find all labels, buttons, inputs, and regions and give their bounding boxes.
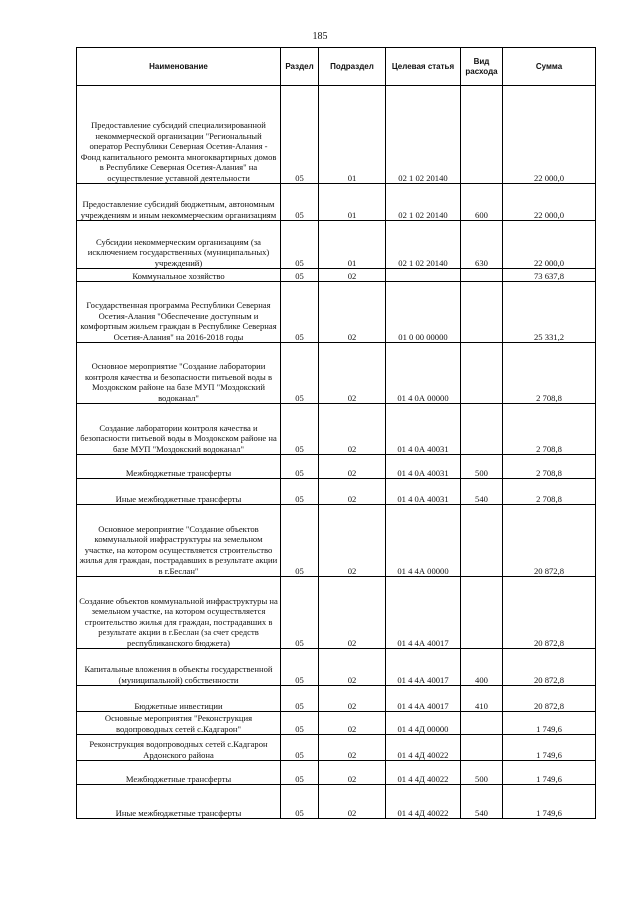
row-subsection: 02	[319, 785, 386, 819]
row-target: 01 0 00 00000	[386, 282, 461, 343]
row-subsection: 02	[319, 649, 386, 686]
row-amount: 20 872,8	[503, 649, 596, 686]
row-section: 05	[281, 649, 319, 686]
table-row	[77, 343, 596, 404]
row-amount: 22 000,0	[503, 184, 596, 221]
row-expense-type	[461, 269, 503, 282]
header-target: Целевая статья	[386, 48, 461, 86]
row-amount: 2 708,8	[503, 479, 596, 505]
table-row	[77, 735, 596, 761]
row-name: Капитальные вложения в объекты государственной (муниципальной) собственности	[77, 649, 281, 686]
row-amount: 1 749,6	[503, 735, 596, 761]
table-row	[77, 505, 596, 577]
table-body	[77, 86, 596, 819]
row-amount: 73 637,8	[503, 269, 596, 282]
row-subsection: 01	[319, 184, 386, 221]
row-expense-type	[461, 282, 503, 343]
row-name: Предоставление субсидий бюджетным, автономным учреждениям и иным некоммерческим организациям	[77, 184, 281, 221]
row-section: 05	[281, 343, 319, 404]
header-row	[77, 48, 596, 86]
table-row	[77, 404, 596, 455]
row-target: 02 1 02 20140	[386, 86, 461, 184]
row-section: 05	[281, 269, 319, 282]
table-row	[77, 455, 596, 479]
row-section: 05	[281, 455, 319, 479]
row-name: Субсидии некоммерческим организациям (за исключением государственных (муниципальных) учреждений)	[77, 221, 281, 269]
row-target: 01 4 4Д 00000	[386, 712, 461, 735]
row-amount: 2 708,8	[503, 343, 596, 404]
page-number: 185	[312, 31, 328, 42]
row-section: 05	[281, 577, 319, 649]
row-expense-type	[461, 86, 503, 184]
row-expense-type: 600	[461, 184, 503, 221]
row-target: 01 4 4А 40017	[386, 686, 461, 712]
row-subsection: 02	[319, 505, 386, 577]
table-row	[77, 712, 596, 735]
table-row	[77, 577, 596, 649]
row-subsection: 02	[319, 404, 386, 455]
row-subsection: 02	[319, 343, 386, 404]
row-section: 05	[281, 404, 319, 455]
row-section: 05	[281, 221, 319, 269]
row-section: 05	[281, 184, 319, 221]
row-amount: 1 749,6	[503, 712, 596, 735]
row-target: 01 4 4Д 40022	[386, 785, 461, 819]
table-row	[77, 86, 596, 184]
row-subsection: 02	[319, 686, 386, 712]
table-row	[77, 686, 596, 712]
row-name: Создание лаборатории контроля качества и безопасности питьевой воды в Моздокском районе на базе МУП "Моздокский водоканал"	[77, 404, 281, 455]
row-expense-type: 400	[461, 649, 503, 686]
row-expense-type: 630	[461, 221, 503, 269]
row-amount: 1 749,6	[503, 761, 596, 785]
row-amount: 22 000,0	[503, 86, 596, 184]
row-target	[386, 269, 461, 282]
row-name: Предоставление субсидий специализированной некоммерческой организации "Региональный оператор Республики Северная Осетия-Алания - Фонд капитального ремонта многоквартирных домов в Республике Северная Осетия-Алания" на осуществление уставной деятельности	[77, 86, 281, 184]
row-name: Межбюджетные трансферты	[77, 455, 281, 479]
row-amount: 22 000,0	[503, 221, 596, 269]
row-target: 01 4 4А 40017	[386, 577, 461, 649]
row-name: Государственная программа Республики Северная Осетия-Алания "Обеспечение доступным и комфортным жильем граждан в Республике Северная Осетия-Алания" на 2016-2018 годы	[77, 282, 281, 343]
row-target: 02 1 02 20140	[386, 184, 461, 221]
row-section: 05	[281, 479, 319, 505]
row-name: Реконструкция водопроводных сетей с.Кадгарон Ардонского района	[77, 735, 281, 761]
table-row	[77, 479, 596, 505]
row-amount: 20 872,8	[503, 577, 596, 649]
row-target: 01 4 0А 40031	[386, 455, 461, 479]
row-amount: 20 872,8	[503, 505, 596, 577]
row-expense-type	[461, 505, 503, 577]
row-expense-type: 500	[461, 761, 503, 785]
row-expense-type: 540	[461, 479, 503, 505]
table-row	[77, 269, 596, 282]
row-name: Иные межбюджетные трансферты	[77, 479, 281, 505]
budget-table	[76, 47, 596, 819]
row-expense-type	[461, 343, 503, 404]
row-subsection: 02	[319, 479, 386, 505]
row-target: 01 4 4А 40017	[386, 649, 461, 686]
row-section: 05	[281, 735, 319, 761]
row-subsection: 02	[319, 761, 386, 785]
row-subsection: 02	[319, 455, 386, 479]
row-name: Основное мероприятие "Создание объектов коммунальной инфраструктуры на земельном участке, на котором осуществляется строительство жилья для граждан, пострадавших в результате акции в г.Беслан"	[77, 505, 281, 577]
row-subsection: 02	[319, 282, 386, 343]
header-expense-type: Вид расхода	[461, 48, 503, 86]
header-name: Наименование	[77, 48, 281, 86]
row-amount: 25 331,2	[503, 282, 596, 343]
row-section: 05	[281, 505, 319, 577]
row-section: 05	[281, 686, 319, 712]
row-expense-type	[461, 712, 503, 735]
row-target: 01 4 0А 00000	[386, 343, 461, 404]
table-row	[77, 221, 596, 269]
row-expense-type: 410	[461, 686, 503, 712]
row-name: Основное мероприятие "Создание лаборатории контроля качества и безопасности питьевой воды в Моздокском районе на базе МУП "Моздокский водоканал"	[77, 343, 281, 404]
row-expense-type: 540	[461, 785, 503, 819]
row-amount: 1 749,6	[503, 785, 596, 819]
row-amount: 20 872,8	[503, 686, 596, 712]
row-target: 01 4 0А 40031	[386, 479, 461, 505]
row-target: 01 4 0А 40031	[386, 404, 461, 455]
row-name: Иные межбюджетные трансферты	[77, 785, 281, 819]
row-expense-type	[461, 404, 503, 455]
row-amount: 2 708,8	[503, 404, 596, 455]
row-subsection: 01	[319, 221, 386, 269]
header-section: Раздел	[281, 48, 319, 86]
row-target: 01 4 4Д 40022	[386, 761, 461, 785]
row-subsection: 01	[319, 86, 386, 184]
table-row	[77, 785, 596, 819]
row-target: 02 1 02 20140	[386, 221, 461, 269]
row-name: Межбюджетные трансферты	[77, 761, 281, 785]
row-name: Основные мероприятия "Реконструкция водопроводных сетей с.Кадгарон"	[77, 712, 281, 735]
table-row	[77, 761, 596, 785]
row-subsection: 02	[319, 735, 386, 761]
row-expense-type: 500	[461, 455, 503, 479]
row-section: 05	[281, 282, 319, 343]
row-expense-type	[461, 577, 503, 649]
row-expense-type	[461, 735, 503, 761]
row-subsection: 02	[319, 712, 386, 735]
row-section: 05	[281, 785, 319, 819]
row-target: 01 4 4А 00000	[386, 505, 461, 577]
row-section: 05	[281, 761, 319, 785]
row-subsection: 02	[319, 577, 386, 649]
header-amount: Сумма	[503, 48, 596, 86]
header-subsection: Подраздел	[319, 48, 386, 86]
row-name: Создание объектов коммунальной инфраструктуры на земельном участке, на котором осуществляется строительство жилья для граждан, пострадавших в результате акции в г.Беслан (за счет средств республиканского бюджета)	[77, 577, 281, 649]
row-amount: 2 708,8	[503, 455, 596, 479]
table-row	[77, 184, 596, 221]
row-subsection: 02	[319, 269, 386, 282]
table-row	[77, 282, 596, 343]
row-target: 01 4 4Д 40022	[386, 735, 461, 761]
row-name: Коммунальное хозяйство	[77, 269, 281, 282]
row-section: 05	[281, 86, 319, 184]
row-name: Бюджетные инвестиции	[77, 686, 281, 712]
row-section: 05	[281, 712, 319, 735]
table-row	[77, 649, 596, 686]
